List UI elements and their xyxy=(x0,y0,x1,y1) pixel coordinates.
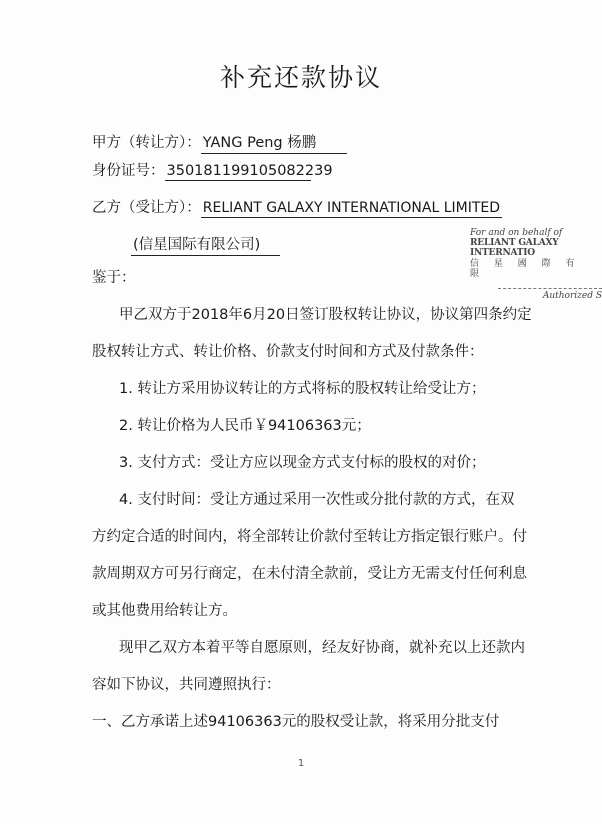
party-a-label: 甲方（转让方）： xyxy=(92,135,201,151)
id-row xyxy=(92,159,333,181)
item-4-line2: 方约定合适的时间内，将全部转让价款付至转让方指定银行账户。付 xyxy=(92,529,527,545)
stamp-line-2: RELIANT GALAXY INTERNATIO xyxy=(470,238,559,258)
party-b-value: RELIANT GALAXY INTERNATIONAL LIMITED xyxy=(202,200,501,216)
item-4-line4: 或其他费用给转让方。 xyxy=(92,603,237,619)
item-2: 2. 转让价格为人民币￥94106363元； xyxy=(119,418,371,434)
id-value: 350181199105082239 xyxy=(166,163,333,179)
clause-1: 一、乙方承诺上述94106363元的股权受让款，将采用分批支付 xyxy=(92,714,500,730)
para1-line1: 甲乙双方于2018年6月20日签订股权转让协议，协议第四条约定 xyxy=(119,307,532,323)
stamp-authorized: Authorized S xyxy=(498,288,602,301)
whereas-heading: 鉴于： xyxy=(92,270,136,286)
party-b-label: 乙方（受让方）： xyxy=(92,200,201,216)
para2-line2: 容如下协议，共同遵照执行： xyxy=(92,677,281,693)
item-1: 1. 转让方采用协议转让的方式将标的股权转让给受让方； xyxy=(119,381,486,397)
para2-line1: 现甲乙双方本着平等自愿原则，经友好协商，就补充以上还款内 xyxy=(119,640,525,656)
para1-line2: 股权转让方式、转让价格、价款支付时间和方式及付款条件： xyxy=(92,344,484,360)
stamp-line-3: 信 星 國 際 有 限 xyxy=(470,259,581,279)
party-a-row xyxy=(92,131,347,154)
item-3: 3. 支付方式：受让方应以现金方式支付标的股权的对价； xyxy=(119,455,486,471)
item-4-line1: 4. 支付时间：受让方通过采用一次性或分批付款的方式，在双 xyxy=(119,492,515,508)
item-4-line3: 款周期双方可另行商定，在未付清全款前，受让方无需支付任何利息 xyxy=(92,566,527,582)
party-b-cn-name: (信星国际有限公司) xyxy=(131,233,280,256)
party-b-row xyxy=(92,196,502,218)
company-stamp xyxy=(470,228,602,279)
document-title: 补充还款协议 xyxy=(219,63,382,92)
stamp-line-1: For and on behalf of xyxy=(470,228,563,238)
party-a-value: YANG Peng 杨鹏 xyxy=(201,131,347,154)
party-b-cn-row xyxy=(131,233,280,256)
page-number: 1 xyxy=(297,758,305,769)
id-label: 身份证号： xyxy=(92,163,165,179)
